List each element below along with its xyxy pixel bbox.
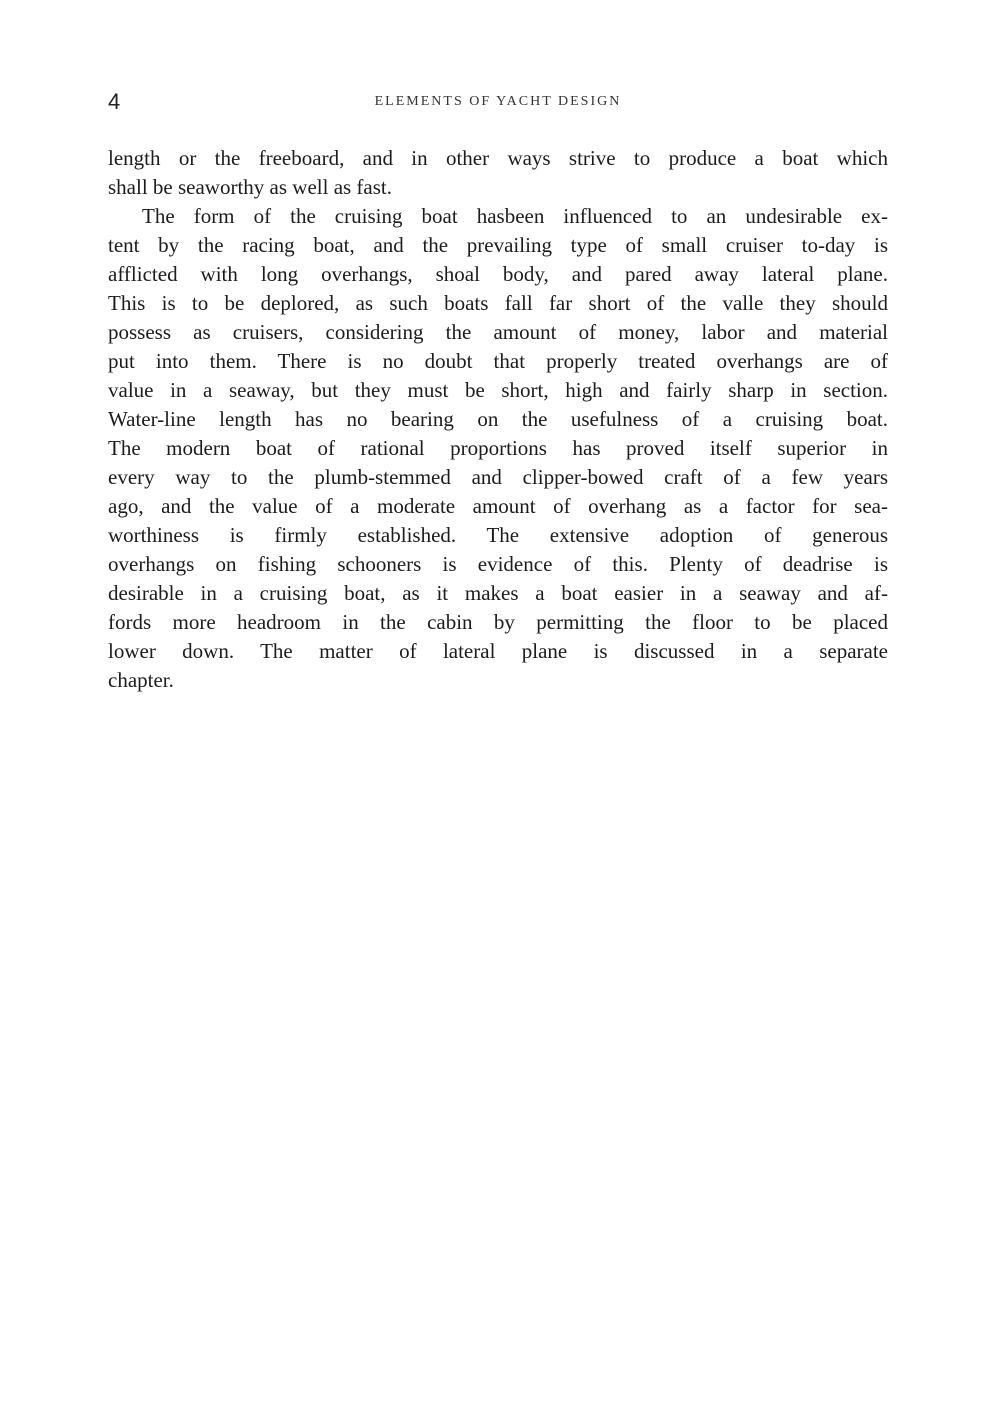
text-line: every way to the plumb-stemmed and clipper-bowed craft of a few years bbox=[108, 465, 888, 489]
text-line: lower down. The matter of lateral plane is discussed in a separate bbox=[108, 639, 888, 663]
text-line: length or the freeboard, and in other ways strive to produce a boat which bbox=[108, 146, 888, 170]
running-head bbox=[108, 90, 888, 114]
text-line: The form of the cruising boat hasbeen influenced to an undesirable ex- bbox=[142, 204, 888, 228]
text-line: ago, and the value of a moderate amount of overhang as a factor for sea- bbox=[108, 494, 888, 518]
text-line: fords more headroom in the cabin by permitting the floor to be placed bbox=[108, 610, 888, 634]
paragraph-1 bbox=[108, 144, 888, 202]
paragraph-2 bbox=[108, 202, 888, 695]
text-line: Water-line length has no bearing on the usefulness of a cruising boat. bbox=[108, 407, 888, 431]
text-line: value in a seaway, but they must be short, high and fairly sharp in section. bbox=[108, 378, 888, 402]
text-line: desirable in a cruising boat, as it makes a boat easier in a seaway and af- bbox=[108, 581, 888, 605]
text-line: chapter. bbox=[108, 668, 174, 692]
text-line: The modern boat of rational proportions has proved itself superior in bbox=[108, 436, 888, 460]
text-line: shall be seaworthy as well as fast. bbox=[108, 175, 393, 199]
text-line: possess as cruisers, considering the amount of money, labor and material bbox=[108, 320, 888, 344]
page-number: 4 bbox=[108, 89, 121, 114]
text-line: worthiness is firmly established. The extensive adoption of generous bbox=[108, 523, 888, 547]
text-line: afflicted with long overhangs, shoal body, and pared away lateral plane. bbox=[108, 262, 888, 286]
text-line: tent by the racing boat, and the prevailing type of small cruiser to-day is bbox=[108, 233, 888, 257]
body-text bbox=[108, 144, 888, 695]
text-line: overhangs on fishing schooners is evidence of this. Plenty of deadrise is bbox=[108, 552, 888, 576]
running-title: ELEMENTS OF YACHT DESIGN bbox=[374, 94, 622, 109]
text-line: put into them. There is no doubt that properly treated overhangs are of bbox=[108, 349, 888, 373]
text-line: This is to be deplored, as such boats fall far short of the valle they should bbox=[108, 291, 888, 315]
